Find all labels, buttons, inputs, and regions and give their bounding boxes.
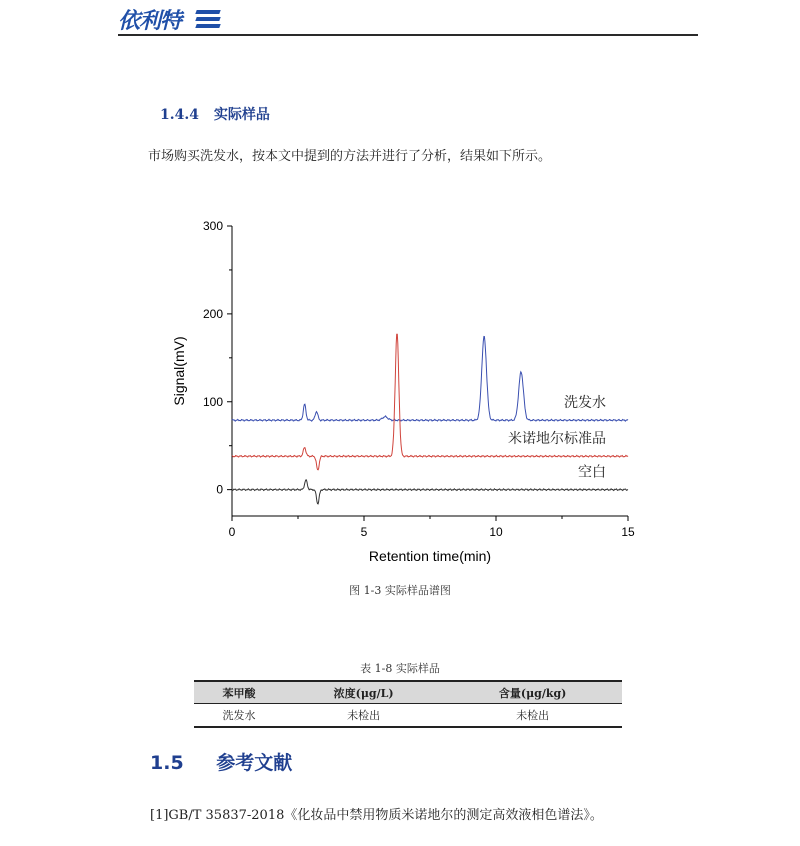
table-row bbox=[194, 704, 622, 728]
y-axis-label: Signal(mV) bbox=[171, 336, 187, 406]
section-title: 参考文献 bbox=[216, 752, 293, 774]
y-tick-label: 200 bbox=[202, 306, 223, 321]
company-logo: 依利特 bbox=[118, 9, 182, 34]
section-number: 1.4.4 bbox=[160, 107, 199, 123]
col-header: 苯甲酸 bbox=[194, 681, 284, 704]
table-header-row bbox=[194, 681, 622, 704]
col-header: 含量(μg/kg) bbox=[443, 681, 622, 704]
section-title: 实际样品 bbox=[213, 107, 270, 123]
section-heading-1-4-4 bbox=[160, 104, 270, 124]
x-tick-label: 10 bbox=[489, 525, 503, 539]
section-number: 1.5 bbox=[150, 752, 184, 774]
y-tick-label: 300 bbox=[202, 219, 223, 233]
table-cell: 未检出 bbox=[443, 704, 622, 728]
col-header: 浓度(μg/L) bbox=[284, 681, 443, 704]
y-tick-label: 100 bbox=[202, 394, 223, 409]
x-tick-label: 15 bbox=[621, 525, 635, 539]
section-heading-1-5 bbox=[150, 748, 292, 775]
results-table bbox=[194, 680, 622, 728]
x-tick-label: 5 bbox=[360, 525, 368, 539]
table-caption: 表 1-8 实际样品 bbox=[360, 662, 440, 675]
y-tick-label: 0 bbox=[216, 482, 223, 497]
reference-entry: [1]GB/T 35837-2018《化妆品中禁用物质米诺地尔的测定高效液相色谱法》。 bbox=[150, 808, 603, 823]
series-label-1: 米诺地尔标准品 bbox=[508, 430, 606, 447]
chromatogram-chart bbox=[150, 210, 650, 575]
figure-caption: 图 1-3 实际样品谱图 bbox=[349, 584, 451, 597]
intro-paragraph: 市场购买洗发水，按本文中提到的方法并进行了分析，结果如下所示。 bbox=[148, 149, 552, 164]
series-label-0: 洗发水 bbox=[564, 394, 606, 411]
table-cell: 洗发水 bbox=[194, 704, 284, 728]
chart-axes bbox=[227, 226, 628, 521]
series-label-2: 空白 bbox=[578, 463, 606, 480]
header-rule bbox=[118, 34, 698, 36]
x-tick-label: 0 bbox=[228, 525, 236, 539]
chart-series bbox=[232, 334, 628, 504]
series-line-2 bbox=[232, 480, 628, 504]
chart-labels bbox=[171, 219, 635, 564]
table-cell: 未检出 bbox=[284, 704, 443, 728]
x-axis-label: Retention time(min) bbox=[368, 548, 492, 564]
logo-bars-icon bbox=[196, 10, 220, 30]
